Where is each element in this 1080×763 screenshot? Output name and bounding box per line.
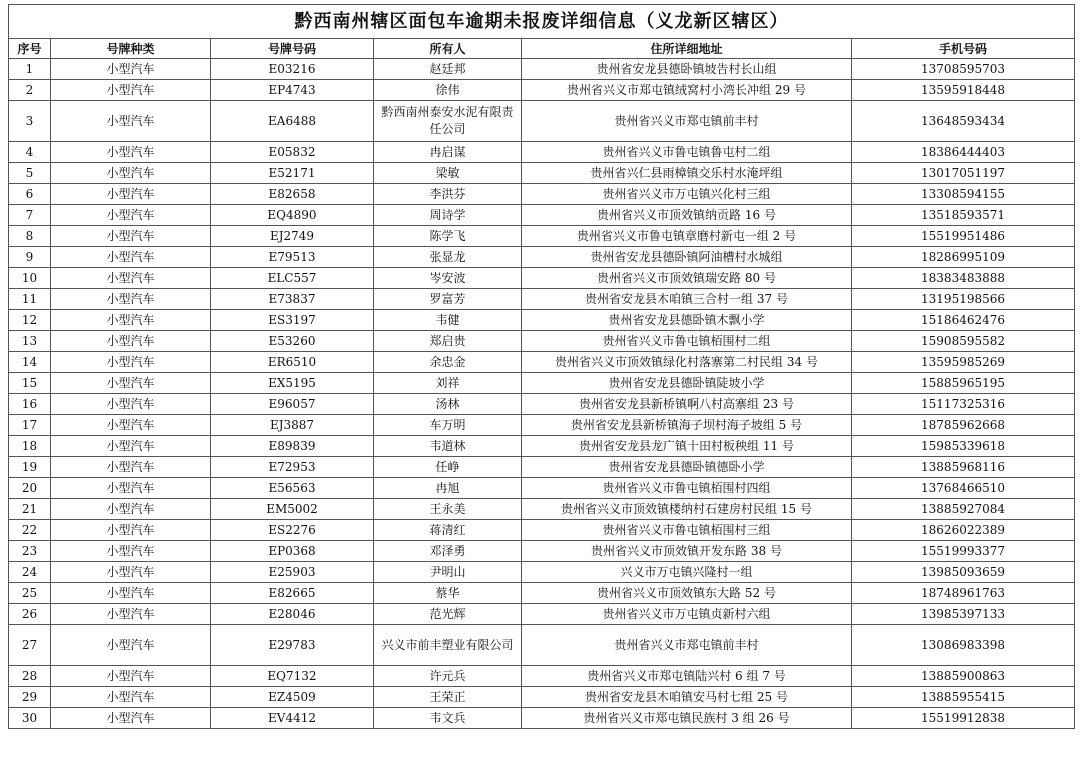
cell-plate-type: 小型汽车 [51,541,211,562]
cell-address: 贵州省安龙县德卧镇陡坡小学 [522,373,852,394]
cell-index: 9 [9,247,51,268]
cell-index: 13 [9,331,51,352]
cell-plate-number: E56563 [211,478,374,499]
cell-phone: 18286995109 [852,247,1075,268]
cell-address: 贵州省兴义市万屯镇贞新村六组 [522,604,852,625]
cell-owner: 李洪芬 [374,184,522,205]
cell-owner: 黔西南州泰安水泥有限责任公司 [374,101,522,142]
cell-address: 贵州省安龙县德卧镇坡告村长山组 [522,59,852,80]
cell-address: 兴义市万屯镇兴隆村一组 [522,562,852,583]
cell-owner: 徐伟 [374,80,522,101]
cell-phone: 13885968116 [852,457,1075,478]
title-row [9,5,1075,39]
cell-plate-number: E82665 [211,583,374,604]
cell-index: 17 [9,415,51,436]
table-row [9,352,1075,373]
cell-plate-number: ES3197 [211,310,374,331]
header-plate-number: 号牌号码 [211,39,374,59]
cell-phone: 13518593571 [852,205,1075,226]
cell-address: 贵州省安龙县德卧镇阿油槽村水城组 [522,247,852,268]
cell-phone: 15885965195 [852,373,1075,394]
cell-index: 2 [9,80,51,101]
cell-plate-type: 小型汽车 [51,708,211,729]
cell-plate-number: E25903 [211,562,374,583]
cell-index: 14 [9,352,51,373]
table-row [9,604,1075,625]
cell-address: 贵州省兴义市鲁屯镇栢围村三组 [522,520,852,541]
cell-index: 22 [9,520,51,541]
cell-index: 20 [9,478,51,499]
header-phone: 手机号码 [852,39,1075,59]
cell-address: 贵州省兴义市郑屯镇前丰村 [522,101,852,142]
table-row [9,415,1075,436]
cell-plate-type: 小型汽车 [51,101,211,142]
header-address: 住所详细地址 [522,39,852,59]
cell-owner: 韦文兵 [374,708,522,729]
cell-owner: 韦道林 [374,436,522,457]
cell-index: 23 [9,541,51,562]
table-row [9,184,1075,205]
cell-plate-type: 小型汽车 [51,268,211,289]
cell-plate-type: 小型汽车 [51,394,211,415]
cell-address: 贵州省安龙县木咱镇三合村一组 37 号 [522,289,852,310]
cell-owner: 王荣正 [374,687,522,708]
vehicle-table [8,4,1075,729]
cell-index: 28 [9,666,51,687]
table-row [9,226,1075,247]
cell-plate-number: EJ3887 [211,415,374,436]
cell-phone: 15519993377 [852,541,1075,562]
cell-index: 18 [9,436,51,457]
cell-plate-number: E03216 [211,59,374,80]
cell-phone: 13885955415 [852,687,1075,708]
cell-plate-type: 小型汽车 [51,583,211,604]
cell-owner: 韦健 [374,310,522,331]
cell-address: 贵州省兴义市顶效镇瑞安路 80 号 [522,268,852,289]
cell-index: 16 [9,394,51,415]
cell-plate-type: 小型汽车 [51,142,211,163]
cell-plate-number: E05832 [211,142,374,163]
cell-plate-type: 小型汽车 [51,625,211,666]
table-row [9,394,1075,415]
table-row [9,541,1075,562]
table-row [9,478,1075,499]
cell-index: 5 [9,163,51,184]
cell-address: 贵州省兴义市万屯镇兴化村三组 [522,184,852,205]
cell-plate-type: 小型汽车 [51,331,211,352]
cell-phone: 18748961763 [852,583,1075,604]
cell-address: 贵州省安龙县木咱镇安马村七组 25 号 [522,687,852,708]
table-row [9,583,1075,604]
cell-plate-number: E89839 [211,436,374,457]
cell-plate-type: 小型汽车 [51,184,211,205]
table-row [9,101,1075,142]
table-row [9,457,1075,478]
cell-address: 贵州省安龙县新桥镇海子坝村海子坡组 5 号 [522,415,852,436]
cell-plate-number: EX5195 [211,373,374,394]
cell-plate-number: E79513 [211,247,374,268]
cell-index: 26 [9,604,51,625]
cell-plate-type: 小型汽车 [51,205,211,226]
cell-plate-type: 小型汽车 [51,604,211,625]
cell-owner: 余忠金 [374,352,522,373]
cell-index: 25 [9,583,51,604]
header-row [9,39,1075,59]
cell-owner: 任峥 [374,457,522,478]
cell-phone: 15519951486 [852,226,1075,247]
cell-phone: 18785962668 [852,415,1075,436]
cell-index: 12 [9,310,51,331]
cell-address: 贵州省兴义市鲁屯镇栢围村二组 [522,331,852,352]
cell-address: 贵州省兴义市顶效镇开发东路 38 号 [522,541,852,562]
cell-owner: 张显龙 [374,247,522,268]
cell-index: 24 [9,562,51,583]
cell-plate-type: 小型汽车 [51,687,211,708]
cell-plate-type: 小型汽车 [51,310,211,331]
cell-phone: 13595918448 [852,80,1075,101]
cell-owner: 蒋清红 [374,520,522,541]
table-row [9,708,1075,729]
cell-phone: 13708595703 [852,59,1075,80]
cell-address: 贵州省兴义市鲁屯镇章磨村新屯一组 2 号 [522,226,852,247]
cell-address: 贵州省兴义市鲁屯镇栢围村四组 [522,478,852,499]
cell-phone: 13308594155 [852,184,1075,205]
header-plate-type: 号牌种类 [51,39,211,59]
cell-index: 7 [9,205,51,226]
cell-plate-number: EP0368 [211,541,374,562]
cell-phone: 15985339618 [852,436,1075,457]
cell-phone: 13985397133 [852,604,1075,625]
cell-owner: 王永美 [374,499,522,520]
cell-owner: 蔡华 [374,583,522,604]
table-row [9,436,1075,457]
cell-address: 贵州省兴义市郑屯镇民族村 3 组 26 号 [522,708,852,729]
cell-plate-type: 小型汽车 [51,520,211,541]
cell-phone: 18386444403 [852,142,1075,163]
cell-plate-number: ES2276 [211,520,374,541]
cell-address: 贵州省兴义市顶效镇东大路 52 号 [522,583,852,604]
table-row [9,331,1075,352]
cell-plate-number: EP4743 [211,80,374,101]
cell-phone: 13086983398 [852,625,1075,666]
cell-address: 贵州省兴义市郑屯镇前丰村 [522,625,852,666]
table-row [9,666,1075,687]
cell-plate-number: ER6510 [211,352,374,373]
cell-index: 4 [9,142,51,163]
cell-index: 19 [9,457,51,478]
cell-index: 27 [9,625,51,666]
cell-phone: 15117325316 [852,394,1075,415]
cell-plate-number: EZ4509 [211,687,374,708]
cell-phone: 13017051197 [852,163,1075,184]
cell-owner: 郑启贵 [374,331,522,352]
cell-index: 15 [9,373,51,394]
header-index: 序号 [9,39,51,59]
cell-plate-type: 小型汽车 [51,289,211,310]
cell-owner: 周诗学 [374,205,522,226]
cell-plate-type: 小型汽车 [51,457,211,478]
cell-owner: 陈学飞 [374,226,522,247]
table-row [9,247,1075,268]
cell-address: 贵州省兴义市郑屯镇陆兴村 6 组 7 号 [522,666,852,687]
cell-owner: 梁敏 [374,163,522,184]
table-row [9,520,1075,541]
cell-plate-number: E72953 [211,457,374,478]
cell-plate-type: 小型汽车 [51,499,211,520]
cell-address: 贵州省兴义市鲁屯镇鲁屯村二组 [522,142,852,163]
table-row [9,373,1075,394]
cell-plate-type: 小型汽车 [51,373,211,394]
table-row [9,289,1075,310]
cell-phone: 15186462476 [852,310,1075,331]
cell-owner: 兴义市前丰塑业有限公司 [374,625,522,666]
cell-plate-number: EV4412 [211,708,374,729]
cell-plate-type: 小型汽车 [51,352,211,373]
cell-address: 贵州省兴义市郑屯镇绒窝村小湾长冲组 29 号 [522,80,852,101]
cell-phone: 15908595582 [852,331,1075,352]
table-row [9,59,1075,80]
table-row [9,310,1075,331]
cell-plate-type: 小型汽车 [51,59,211,80]
table-row [9,625,1075,666]
cell-plate-number: EM5002 [211,499,374,520]
cell-owner: 车万明 [374,415,522,436]
table-row [9,205,1075,226]
cell-owner: 尹明山 [374,562,522,583]
cell-owner: 刘祥 [374,373,522,394]
cell-plate-type: 小型汽车 [51,478,211,499]
table-row [9,142,1075,163]
cell-address: 贵州省兴义市顶效镇绿化村落寨第二村民组 34 号 [522,352,852,373]
table-title: 黔西南州辖区面包车逾期未报废详细信息（义龙新区辖区） [9,5,1075,39]
cell-index: 10 [9,268,51,289]
cell-plate-number: EQ7132 [211,666,374,687]
cell-plate-number: E82658 [211,184,374,205]
table-row [9,499,1075,520]
cell-plate-number: E53260 [211,331,374,352]
header-owner: 所有人 [374,39,522,59]
cell-index: 1 [9,59,51,80]
cell-plate-number: E28046 [211,604,374,625]
table-row [9,163,1075,184]
cell-index: 3 [9,101,51,142]
cell-address: 贵州省安龙县龙广镇十田村板秧组 11 号 [522,436,852,457]
cell-phone: 13885900863 [852,666,1075,687]
cell-phone: 18626022389 [852,520,1075,541]
cell-owner: 汤林 [374,394,522,415]
cell-plate-number: E29783 [211,625,374,666]
cell-owner: 范光辉 [374,604,522,625]
cell-index: 11 [9,289,51,310]
cell-owner: 许元兵 [374,666,522,687]
cell-plate-number: EQ4890 [211,205,374,226]
cell-plate-number: E52171 [211,163,374,184]
cell-plate-number: EJ2749 [211,226,374,247]
cell-plate-type: 小型汽车 [51,415,211,436]
cell-plate-type: 小型汽车 [51,247,211,268]
cell-index: 6 [9,184,51,205]
cell-owner: 冉旭 [374,478,522,499]
cell-address: 贵州省兴仁县雨樟镇交乐村水淹坪组 [522,163,852,184]
cell-phone: 13885927084 [852,499,1075,520]
cell-phone: 18383483888 [852,268,1075,289]
cell-plate-type: 小型汽车 [51,666,211,687]
cell-phone: 15519912838 [852,708,1075,729]
cell-owner: 赵廷邦 [374,59,522,80]
cell-plate-number: E73837 [211,289,374,310]
cell-phone: 13768466510 [852,478,1075,499]
cell-plate-type: 小型汽车 [51,562,211,583]
cell-plate-type: 小型汽车 [51,226,211,247]
cell-address: 贵州省兴义市顶效镇纳贡路 16 号 [522,205,852,226]
cell-plate-type: 小型汽车 [51,163,211,184]
table-row [9,80,1075,101]
cell-index: 8 [9,226,51,247]
table-row [9,268,1075,289]
table-row [9,562,1075,583]
cell-index: 29 [9,687,51,708]
cell-plate-number: E96057 [211,394,374,415]
cell-plate-number: EA6488 [211,101,374,142]
cell-phone: 13595985269 [852,352,1075,373]
cell-phone: 13195198566 [852,289,1075,310]
cell-index: 30 [9,708,51,729]
cell-address: 贵州省安龙县德卧镇德卧小学 [522,457,852,478]
cell-phone: 13985093659 [852,562,1075,583]
cell-plate-number: ELC557 [211,268,374,289]
cell-owner: 罗富芳 [374,289,522,310]
cell-owner: 岑安波 [374,268,522,289]
cell-address: 贵州省安龙县德卧镇木飘小学 [522,310,852,331]
cell-address: 贵州省兴义市顶效镇楼纳村石建房村民组 15 号 [522,499,852,520]
table-row [9,687,1075,708]
cell-plate-type: 小型汽车 [51,80,211,101]
cell-index: 21 [9,499,51,520]
cell-phone: 13648593434 [852,101,1075,142]
cell-plate-type: 小型汽车 [51,436,211,457]
cell-owner: 冉启谋 [374,142,522,163]
cell-owner: 邓泽勇 [374,541,522,562]
cell-address: 贵州省安龙县新桥镇啊八村高寨组 23 号 [522,394,852,415]
